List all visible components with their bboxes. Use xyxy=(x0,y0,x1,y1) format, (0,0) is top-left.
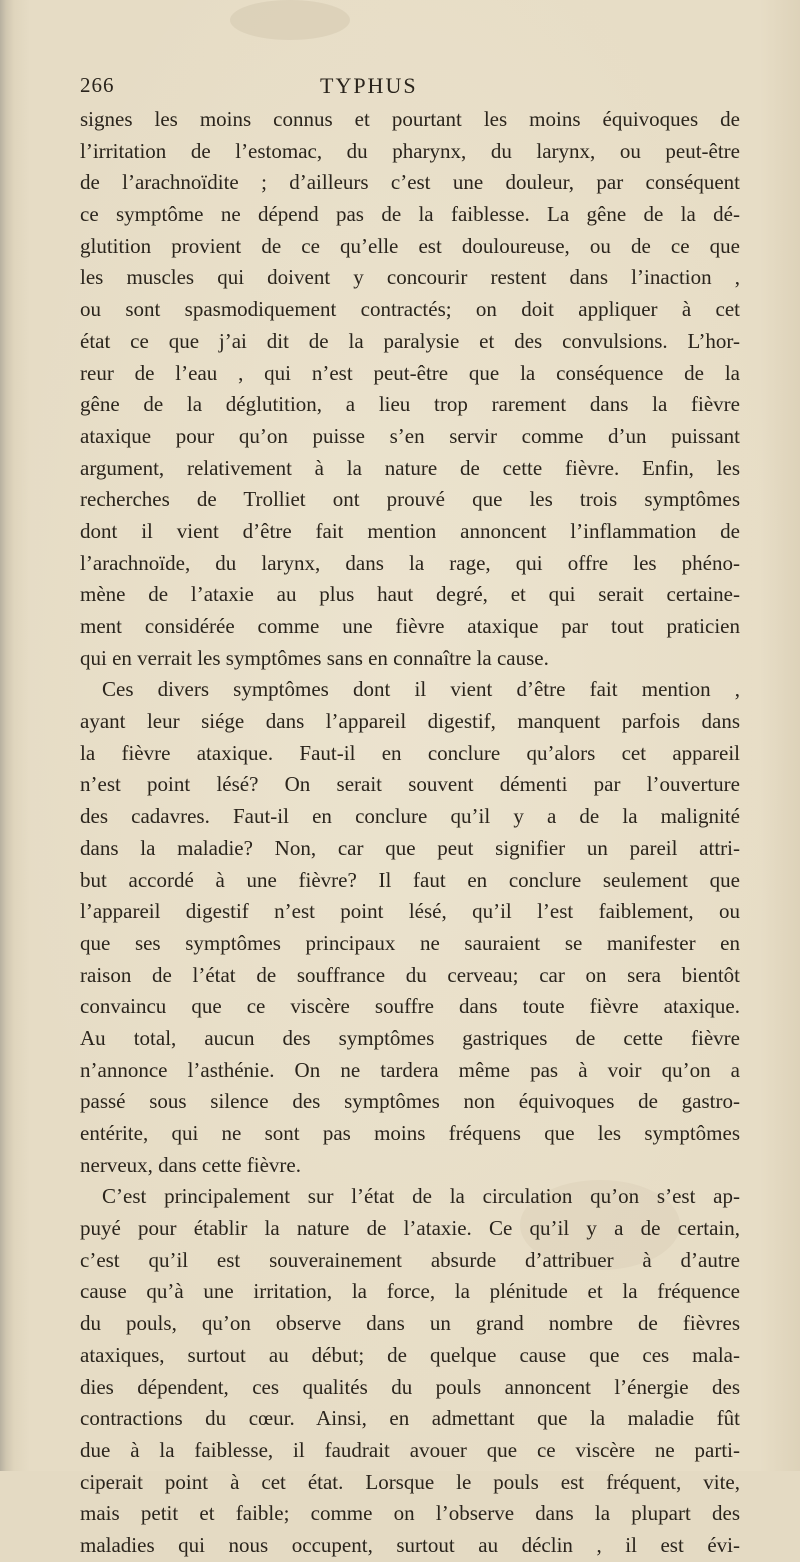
text-line: ment considérée comme une fièvre ataxique par tout praticien xyxy=(80,614,740,638)
text-line: raison de l’état de souffrance du cerveau; car on sera bientôt xyxy=(80,962,740,987)
text-line: que ses symptômes principaux ne sauraient se manifester en xyxy=(80,930,740,955)
text-line: l’irritation de l’estomac, du pharynx, du larynx, ou peut-être xyxy=(80,138,740,163)
text-line: Ces divers symptômes dont il vient d’être fait mention , xyxy=(102,677,740,702)
text-line: convaincu que ce viscère souffre dans toute fièvre ataxique. xyxy=(80,994,740,1019)
page-number: 266 xyxy=(80,73,115,97)
text-line: entérite, qui ne sont pas moins fréquens que les symptômes xyxy=(80,1121,740,1145)
text-line: puyé pour établir la nature de l’ataxie. Ce qu’il y a de certain, xyxy=(80,1216,740,1241)
text-line: but accordé à une fièvre? Il faut en conclure seulement que xyxy=(80,867,740,892)
text-line: la fièvre ataxique. Faut-il en conclure qu’alors cet appareil xyxy=(80,740,740,765)
text-line: les muscles qui doivent y concourir restent dans l’inaction , xyxy=(80,265,740,290)
text-line: contractions du cœur. Ainsi, en admettant que la maladie fût xyxy=(80,1406,740,1431)
text-line: ataxique pour qu’on puisse s’en servir comme d’un puissant xyxy=(80,423,740,448)
text-line: état ce que j’ai dit de la paralysie et des convulsions. L’hor- xyxy=(80,328,740,353)
body-text xyxy=(80,104,740,1562)
text-line: C’est principalement sur l’état de la circulation qu’on s’est ap- xyxy=(102,1184,740,1209)
text-line: l’arachnoïde, du larynx, dans la rage, qui offre les phéno- xyxy=(80,550,740,575)
text-line: c’est qu’il est souverainement absurde d’attribuer à d’autre xyxy=(80,1247,740,1272)
text-line: passé sous silence des symptômes non équivoques de gastro- xyxy=(80,1089,740,1114)
text-line: n’est point lésé? On serait souvent démenti par l’ouverture xyxy=(80,772,740,797)
text-line: ou sont spasmodiquement contractés; on doit appliquer à cet xyxy=(80,297,740,322)
text-line: l’appareil digestif n’est point lésé, qu’il l’est faiblement, ou xyxy=(80,899,740,924)
text-line: gêne de la déglutition, a lieu trop rarement dans la fièvre xyxy=(80,392,740,417)
text-line: dies dépendent, ces qualités du pouls annoncent l’énergie des xyxy=(80,1374,740,1399)
text-line: mais petit et faible; comme on l’observe dans la plupart des xyxy=(80,1501,740,1526)
text-line: ayant leur siége dans l’appareil digestif, manquent parfois dans xyxy=(80,709,740,734)
text-line: argument, relativement à la nature de cette fièvre. Enfin, les xyxy=(80,455,740,480)
text-line: due à la faiblesse, il faudrait avouer que ce viscère ne parti- xyxy=(80,1437,740,1462)
text-line: qui en verrait les symptômes sans en connaître la cause. xyxy=(80,645,549,670)
text-line: des cadavres. Faut-il en conclure qu’il y a de la malignité xyxy=(80,804,740,829)
text-line: Au total, aucun des symptômes gastriques de cette fièvre xyxy=(80,1025,740,1050)
text-line: reur de l’eau , qui n’est peut-être que la conséquence de la xyxy=(80,360,740,385)
text-line: signes les moins connus et pourtant les moins équivoques de xyxy=(80,107,740,131)
text-line: de l’arachnoïdite ; d’ailleurs c’est une douleur, par conséquent xyxy=(80,170,740,195)
text-line: mène de l’ataxie au plus haut degré, et qui serait certaine- xyxy=(80,582,740,607)
paper-stain xyxy=(230,0,350,40)
text-line: glutition provient de ce qu’elle est douloureuse, ou de ce que xyxy=(80,233,740,258)
text-line: du pouls, qu’on observe dans un grand nombre de fièvres xyxy=(80,1311,740,1336)
text-line: ataxiques, surtout au début; de quelque cause que ces mala- xyxy=(80,1342,740,1367)
text-line: ce symptôme ne dépend pas de la faiblesse. La gêne de la dé- xyxy=(80,202,740,227)
page-header xyxy=(80,73,660,103)
text-line: maladies qui nous occupent, surtout au déclin , il est évi- xyxy=(80,1532,740,1557)
text-line: n’annonce l’asthénie. On ne tardera même pas à voir qu’on a xyxy=(80,1057,740,1082)
text-line: cause qu’à une irritation, la force, la plénitude et la fréquence xyxy=(80,1279,740,1304)
text-line: recherches de Trolliet ont prouvé que les trois symptômes xyxy=(80,487,740,512)
running-head: TYPHUS xyxy=(320,73,418,98)
text-line: dont il vient d’être fait mention annoncent l’inflammation de xyxy=(80,518,740,543)
text-line: nerveux, dans cette fièvre. xyxy=(80,1152,301,1177)
text-line: ciperait point à cet état. Lorsque le pouls est fréquent, vite, xyxy=(80,1469,740,1494)
text-line: dans la maladie? Non, car que peut signifier un pareil attri- xyxy=(80,835,740,860)
